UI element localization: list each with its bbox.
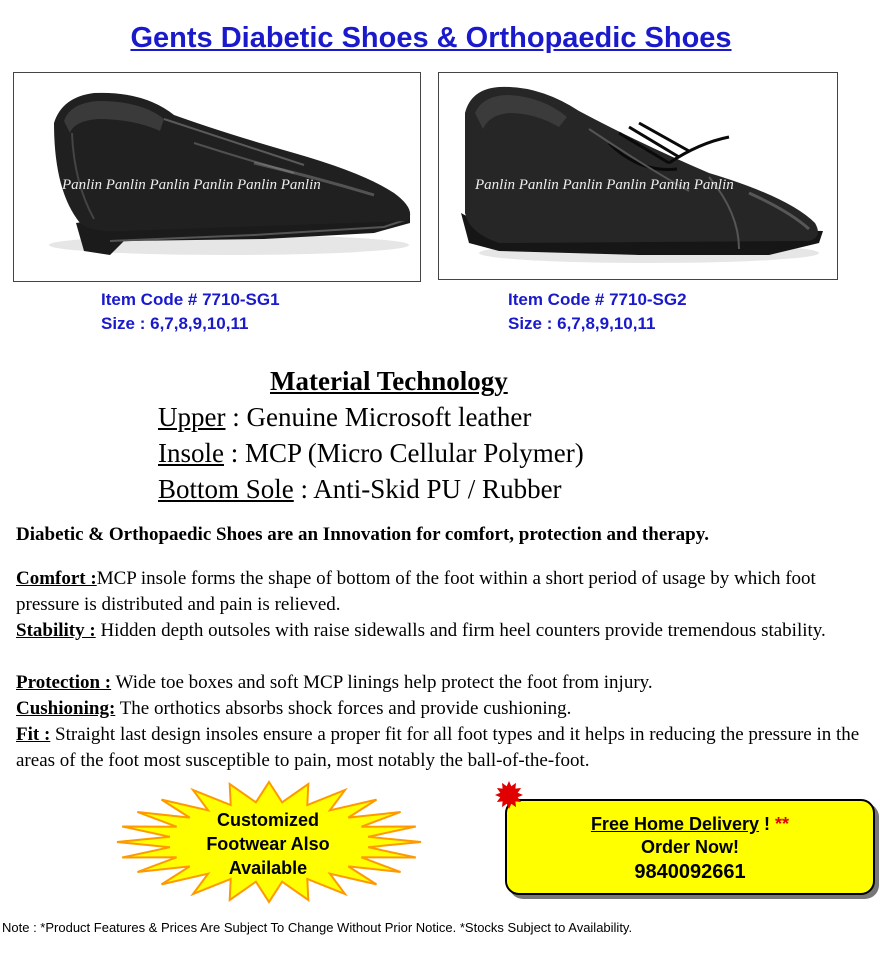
material-key: Upper	[158, 402, 226, 432]
feature-fit	[16, 722, 866, 774]
feature-key: Cushioning:	[16, 698, 116, 719]
material-value: : MCP (Micro Cellular Polymer)	[223, 438, 584, 468]
material-row-upper	[158, 402, 531, 433]
feature-key: Stability :	[16, 620, 96, 641]
free-delivery-label: Free Home Delivery	[590, 814, 760, 834]
intro-statement: Diabetic & Orthopaedic Shoes are an Innovation for comfort, protection and therapy.	[16, 524, 709, 545]
badge-line: Customized	[216, 810, 319, 830]
product-photo-7710-sg2	[438, 72, 838, 280]
material-row-insole	[158, 438, 584, 469]
feature-key: Protection :	[16, 672, 112, 693]
feature-text: Hidden depth outsoles with raise sidewalls and firm heel counters provide tremendous stability.	[95, 620, 826, 641]
material-key: Insole	[158, 438, 224, 468]
watermark-text: Panlin Panlin Panlin Panlin Panlin Panlin	[475, 177, 734, 193]
feature-protection	[16, 670, 866, 696]
item-code: Item Code # 7710-SG2	[508, 290, 687, 309]
badge-line: Footwear Also	[206, 834, 330, 854]
exclamation: !	[759, 814, 776, 834]
product-info-7710-sg1	[101, 288, 280, 336]
feature-comfort	[16, 566, 866, 618]
phone-number[interactable]: 9840092661	[634, 861, 746, 883]
feature-text: Straight last design insoles ensure a proper fit for all foot types and it helps in reducing the pressure in the areas of the foot most susceptible to pain, most notably the ball-of-the-foot.	[16, 724, 860, 771]
lace-up-shoe-image	[439, 73, 837, 279]
material-heading: Material Technology	[270, 366, 508, 396]
page-title: Gents Diabetic Shoes & Orthopaedic Shoes	[130, 22, 732, 54]
item-code: Item Code # 7710-SG1	[101, 290, 280, 309]
feature-key: Fit :	[16, 724, 51, 745]
item-size: Size : 6,7,8,9,10,11	[101, 314, 249, 333]
badge-line: Available	[228, 858, 308, 878]
red-burst-icon	[494, 780, 524, 810]
product-photo-7710-sg1	[13, 72, 421, 282]
material-key: Bottom Sole	[158, 474, 294, 504]
watermark-text: Panlin Panlin Panlin Panlin Panlin Panlin	[62, 177, 321, 193]
feature-text: The orthotics absorbs shock forces and provide cushioning.	[115, 698, 572, 719]
item-size: Size : 6,7,8,9,10,11	[508, 314, 656, 333]
feature-stability	[16, 618, 866, 644]
order-now-label: Order Now!	[640, 837, 739, 857]
material-value: : Anti-Skid PU / Rubber	[293, 474, 562, 504]
customized-footwear-badge-text	[186, 808, 350, 880]
asterisks: **	[775, 814, 790, 834]
feature-text: MCP insole forms the shape of bottom of the foot within a short period of usage by which foot pressure is distributed and pain is relieved.	[16, 568, 816, 615]
material-row-bottom-sole	[158, 474, 562, 505]
material-value: : Genuine Microsoft leather	[225, 402, 532, 432]
feature-cushioning	[16, 696, 866, 722]
free-delivery-callout	[505, 799, 875, 895]
product-info-7710-sg2	[508, 288, 687, 336]
feature-text: Wide toe boxes and soft MCP linings help protect the foot from injury.	[111, 672, 653, 693]
disclaimer-note: Note : *Product Features & Prices Are Subject To Change Without Prior Notice. *Stocks Subject to Availability.	[2, 920, 633, 935]
feature-key: Comfort :	[16, 568, 97, 589]
